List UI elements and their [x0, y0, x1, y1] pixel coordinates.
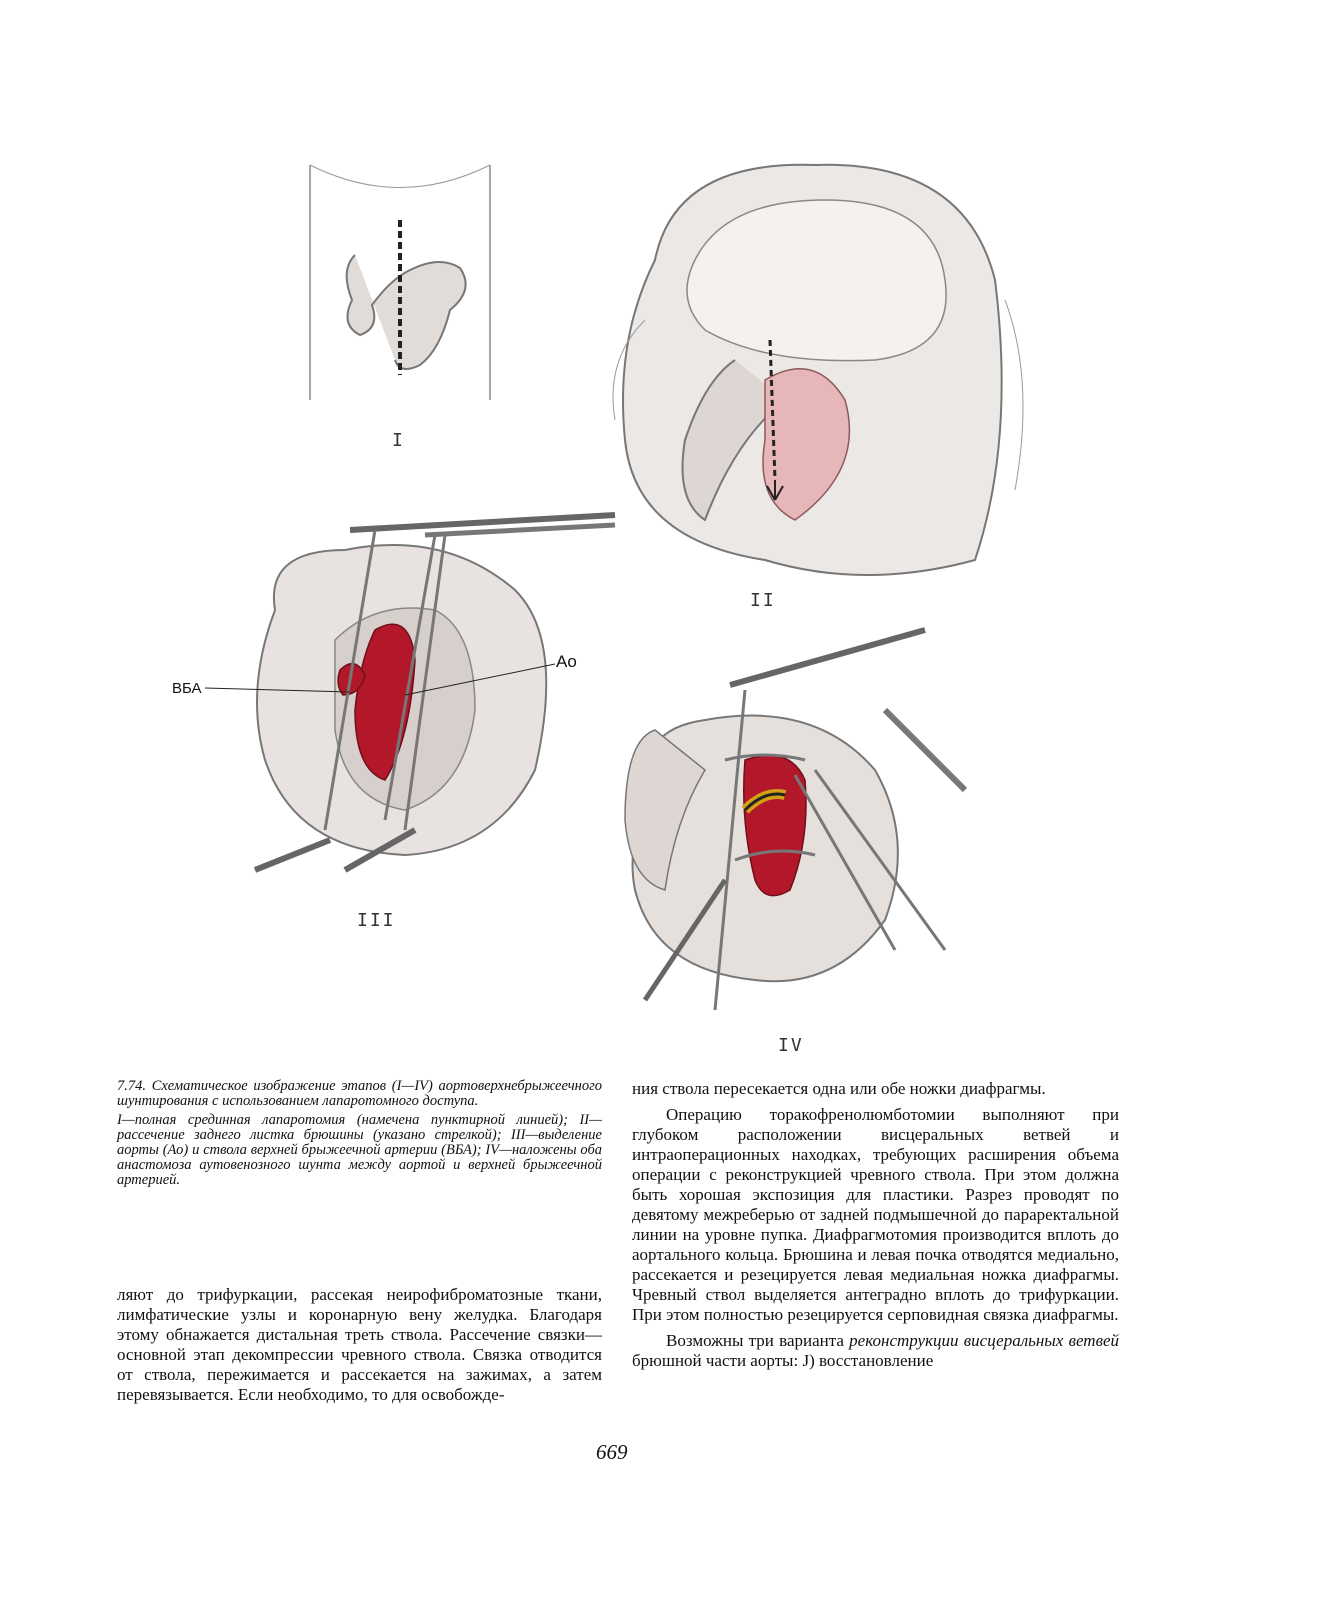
right-paragraph-3	[632, 1331, 1119, 1371]
left-paragraph-1: ляют до трифуркации, рассекая неирофиброматозные ткани, лимфатические узлы и коронарную вену желудка. Благодаря этому обнажается дистальная треть ствола. Рассечение связки—основной этап декомпрессии чревного ствола. Связка отводится от ствола, пережимается и рассекается на зажимах, а затем перевязывается. Если необходимо, то для освобожде-	[117, 1285, 602, 1404]
aorta-leader-line	[400, 660, 560, 700]
figure-iv-illustration	[615, 620, 985, 1020]
page-number: 669	[596, 1440, 628, 1464]
figure-i-illustration	[300, 160, 500, 410]
aorta-label: Ао	[556, 652, 577, 671]
figure-ii-label: II	[750, 590, 776, 611]
figure-ii-illustration	[615, 140, 1035, 590]
right-paragraph-2: Операцию торакофренолюмботомии выполняют при глубоком расположении висцеральных ветвей и интраоперационных находках, требующих расширения объема операции с реконструкцией чревного ствола. При этом должна быть хорошая экспозиция для пластики. Разрез проводят по девятому межреберью от задней подмышечной до параректальной линии на уровне пупка. Диафрагмотомия производится вплоть до аортального кольца. Брюшина и левая почка отводятся медиально, рассекается и резецируется левая медиальная ножка диафрагмы. Чревный ствол выделяется антеградно вплоть до трифуркации. При этом полностью резецируется серповидная связка диафрагмы.	[632, 1105, 1119, 1324]
right-paragraph-3-start: Возможны три варианта	[666, 1331, 850, 1350]
figure-iii-label: III	[357, 910, 396, 931]
caption-legend: I—полная срединная лапаротомия (намечена пунктирной линией); II—рассечение заднего листка брюшины (указано стрелкой); III—выделение аорты (Ао) и ствола верхней брыжеечной артерии (ВБА); IV—наложены оба анастомоза аутовенозного шунта между аортой и верхней брыжеечной артерией.	[117, 1112, 602, 1188]
right-paragraph-3-end: брюшной части аорты: J) восстановление	[632, 1351, 934, 1370]
right-paragraph-1: ния ствола пересекается одна или обе ножки диафрагмы.	[632, 1079, 1046, 1098]
right-paragraph-3-italic: реконструкции висцеральных ветвей	[849, 1331, 1119, 1350]
left-column	[117, 1285, 602, 1405]
figure-i-label: I	[392, 430, 405, 451]
figure-iv-label: IV	[778, 1035, 804, 1056]
figure-caption	[117, 1079, 602, 1188]
caption-title: Схематическое изображение этапов (I—IV) аортоверхнебрыжеечного шунтирования с использованием лапаротомного доступа.	[117, 1078, 602, 1109]
sma-leader-line	[205, 680, 355, 700]
caption-number: 7.74.	[117, 1078, 146, 1094]
sma-label: ВБА	[172, 680, 202, 697]
right-column	[632, 1079, 1119, 1371]
